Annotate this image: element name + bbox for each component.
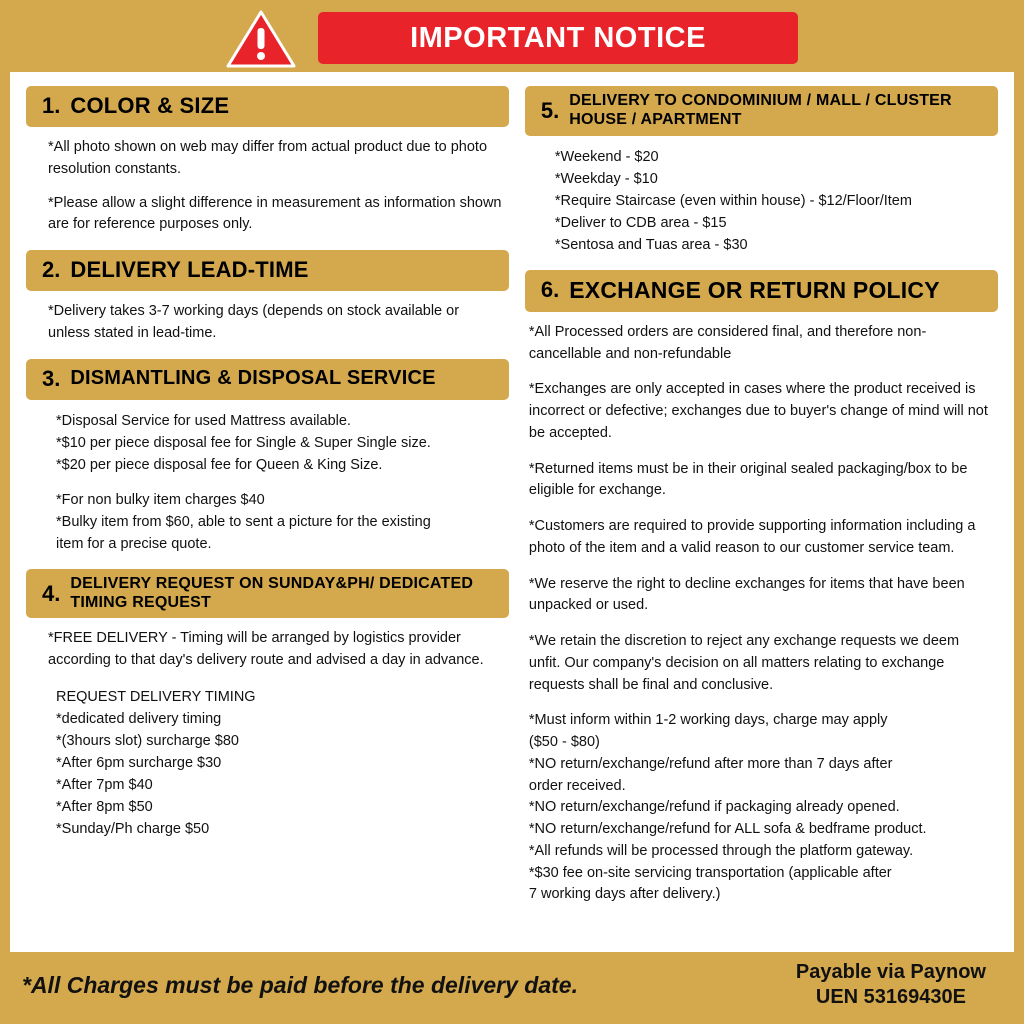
section-header-delivery-request — [26, 569, 509, 619]
section-number: 6. — [540, 277, 560, 303]
list-item: *Require Staircase (even within house) - $12/Floor/Item — [554, 192, 912, 209]
section-title: DELIVERY REQUEST ON SUNDAY&PH/ DEDICATED TIMING REQUEST — [70, 574, 474, 611]
section-body-color-size — [26, 137, 509, 236]
paragraph: *Delivery takes 3-7 working days (depends on stock available or unless stated in lead-time. — [48, 303, 460, 341]
section-title: DISMANTLING & DISPOSAL SERVICE — [70, 367, 436, 389]
section-body-delivery-condominium — [525, 146, 998, 256]
paragraph: *Returned items must be in their original sealed packaging/box to be eligible for exchange. — [528, 460, 968, 499]
payment-uen: UEN 53169430E — [815, 986, 966, 1008]
list-item: *(3hours slot) surcharge $80 — [56, 733, 239, 749]
section-number: 2. — [42, 257, 61, 282]
list-item: *After 8pm $50 — [56, 799, 153, 816]
list-item: *$30 fee on-site servicing transportation (applicable after — [528, 864, 892, 881]
paragraph: *We reserve the right to decline exchanges for items that have been unpacked or used. — [528, 575, 965, 614]
section-header-dismantling-disposal — [26, 359, 509, 400]
list-item: *Bulky item from $60, able to sent a picture for the existing — [56, 513, 431, 530]
list-item: *$20 per piece disposal fee for Queen & King Size. — [56, 456, 383, 473]
list-item: *Weekday - $10 — [554, 170, 658, 187]
list-item: *For non bulky item charges $40 — [56, 491, 265, 508]
paragraph: *Exchanges are only accepted in cases where the product received is incorrect or defective; exchanges due to buyer's change of mind will not be accepted. — [528, 381, 988, 441]
paragraph: *Customers are required to provide supporting information including a photo of the item and a valid reason to our customer service team. — [528, 518, 976, 556]
list-item: *After 6pm surcharge $30 — [56, 755, 222, 772]
request-timing-list — [26, 686, 509, 840]
list-item: *$10 per piece disposal fee for Single & Super Single size. — [56, 434, 431, 451]
list-item: 7 working days after delivery.) — [528, 886, 721, 903]
section-header-delivery-lead-time — [26, 250, 509, 291]
left-column — [26, 86, 509, 942]
section-number: 3. — [42, 365, 61, 391]
list-item: *dedicated delivery timing — [56, 710, 222, 727]
list-item: *Deliver to CDB area - $15 — [554, 214, 727, 231]
payment-method: Payable via Paynow — [795, 961, 986, 983]
warning-triangle-icon — [226, 9, 296, 69]
list-item: order received. — [528, 777, 626, 794]
paragraph: *All photo shown on web may differ from actual product due to photo resolution constants. — [48, 139, 488, 177]
list-item: *All refunds will be processed through the platform gateway. — [528, 842, 914, 859]
section-body-delivery-lead-time — [26, 301, 509, 345]
list-item: *NO return/exchange/refund for ALL sofa & bedframe product. — [528, 821, 927, 838]
section-number: 5. — [540, 97, 560, 123]
section-title: EXCHANGE OR RETURN POLICY — [569, 276, 940, 303]
list-item: *Must inform within 1-2 working days, charge may apply — [528, 712, 888, 729]
section-body-delivery-request — [26, 628, 509, 672]
list-item: *Sunday/Ph charge $50 — [56, 821, 210, 838]
important-notice-banner — [318, 12, 798, 64]
payment-info — [796, 960, 996, 1010]
notice-banner-label: IMPORTANT NOTICE — [410, 21, 706, 54]
header — [0, 0, 1024, 72]
paragraph: *Please allow a slight difference in measurement as information shown are for reference purposes only. — [48, 194, 502, 233]
list-item: *NO return/exchange/refund if packaging already opened. — [528, 799, 900, 816]
section-body-dismantling-disposal — [26, 410, 509, 555]
list-item: item for a precise quote. — [56, 535, 212, 552]
list-item: *Disposal Service for used Mattress available. — [56, 412, 351, 429]
paragraph: *We retain the discretion to reject any exchange requests we deem unfit. Our company's decision on all matters relating to exchange requests shall be final and conclusive. — [528, 633, 960, 693]
list-item: *After 7pm $40 — [56, 777, 153, 794]
right-column — [525, 86, 998, 942]
content-sheet — [10, 72, 1014, 952]
paragraph: *FREE DELIVERY - Timing will be arranged by logistics provider according to that day's delivery route and advised a day in advance. — [48, 630, 484, 669]
footer — [0, 952, 1024, 1024]
list-item: *Weekend - $20 — [554, 148, 659, 165]
paragraph: *All Processed orders are considered final, and therefore non-cancellable and non-refundable — [528, 323, 927, 362]
section-header-delivery-condominium — [525, 86, 998, 136]
request-timing-heading: REQUEST DELIVERY TIMING — [56, 688, 256, 705]
section-header-color-size — [26, 86, 509, 127]
section-body-exchange-return-policy — [525, 322, 998, 906]
final-policy-lines — [529, 710, 994, 906]
spacer — [56, 476, 503, 489]
section-title: DELIVERY LEAD-TIME — [70, 257, 309, 282]
list-item: *Sentosa and Tuas area - $30 — [554, 236, 748, 253]
section-title: COLOR & SIZE — [70, 93, 230, 118]
section-title: DELIVERY TO CONDOMINIUM / MALL / CLUSTER HOUSE / APARTMENT — [569, 92, 952, 128]
list-item: *NO return/exchange/refund after more than 7 days after — [528, 755, 893, 772]
charges-note: *All Charges must be paid before the delivery date. — [22, 971, 578, 998]
list-item: ($50 - $80) — [528, 734, 600, 751]
section-number: 1. — [42, 93, 61, 118]
section-header-exchange-return-policy — [525, 270, 998, 312]
section-number: 4. — [42, 580, 61, 606]
